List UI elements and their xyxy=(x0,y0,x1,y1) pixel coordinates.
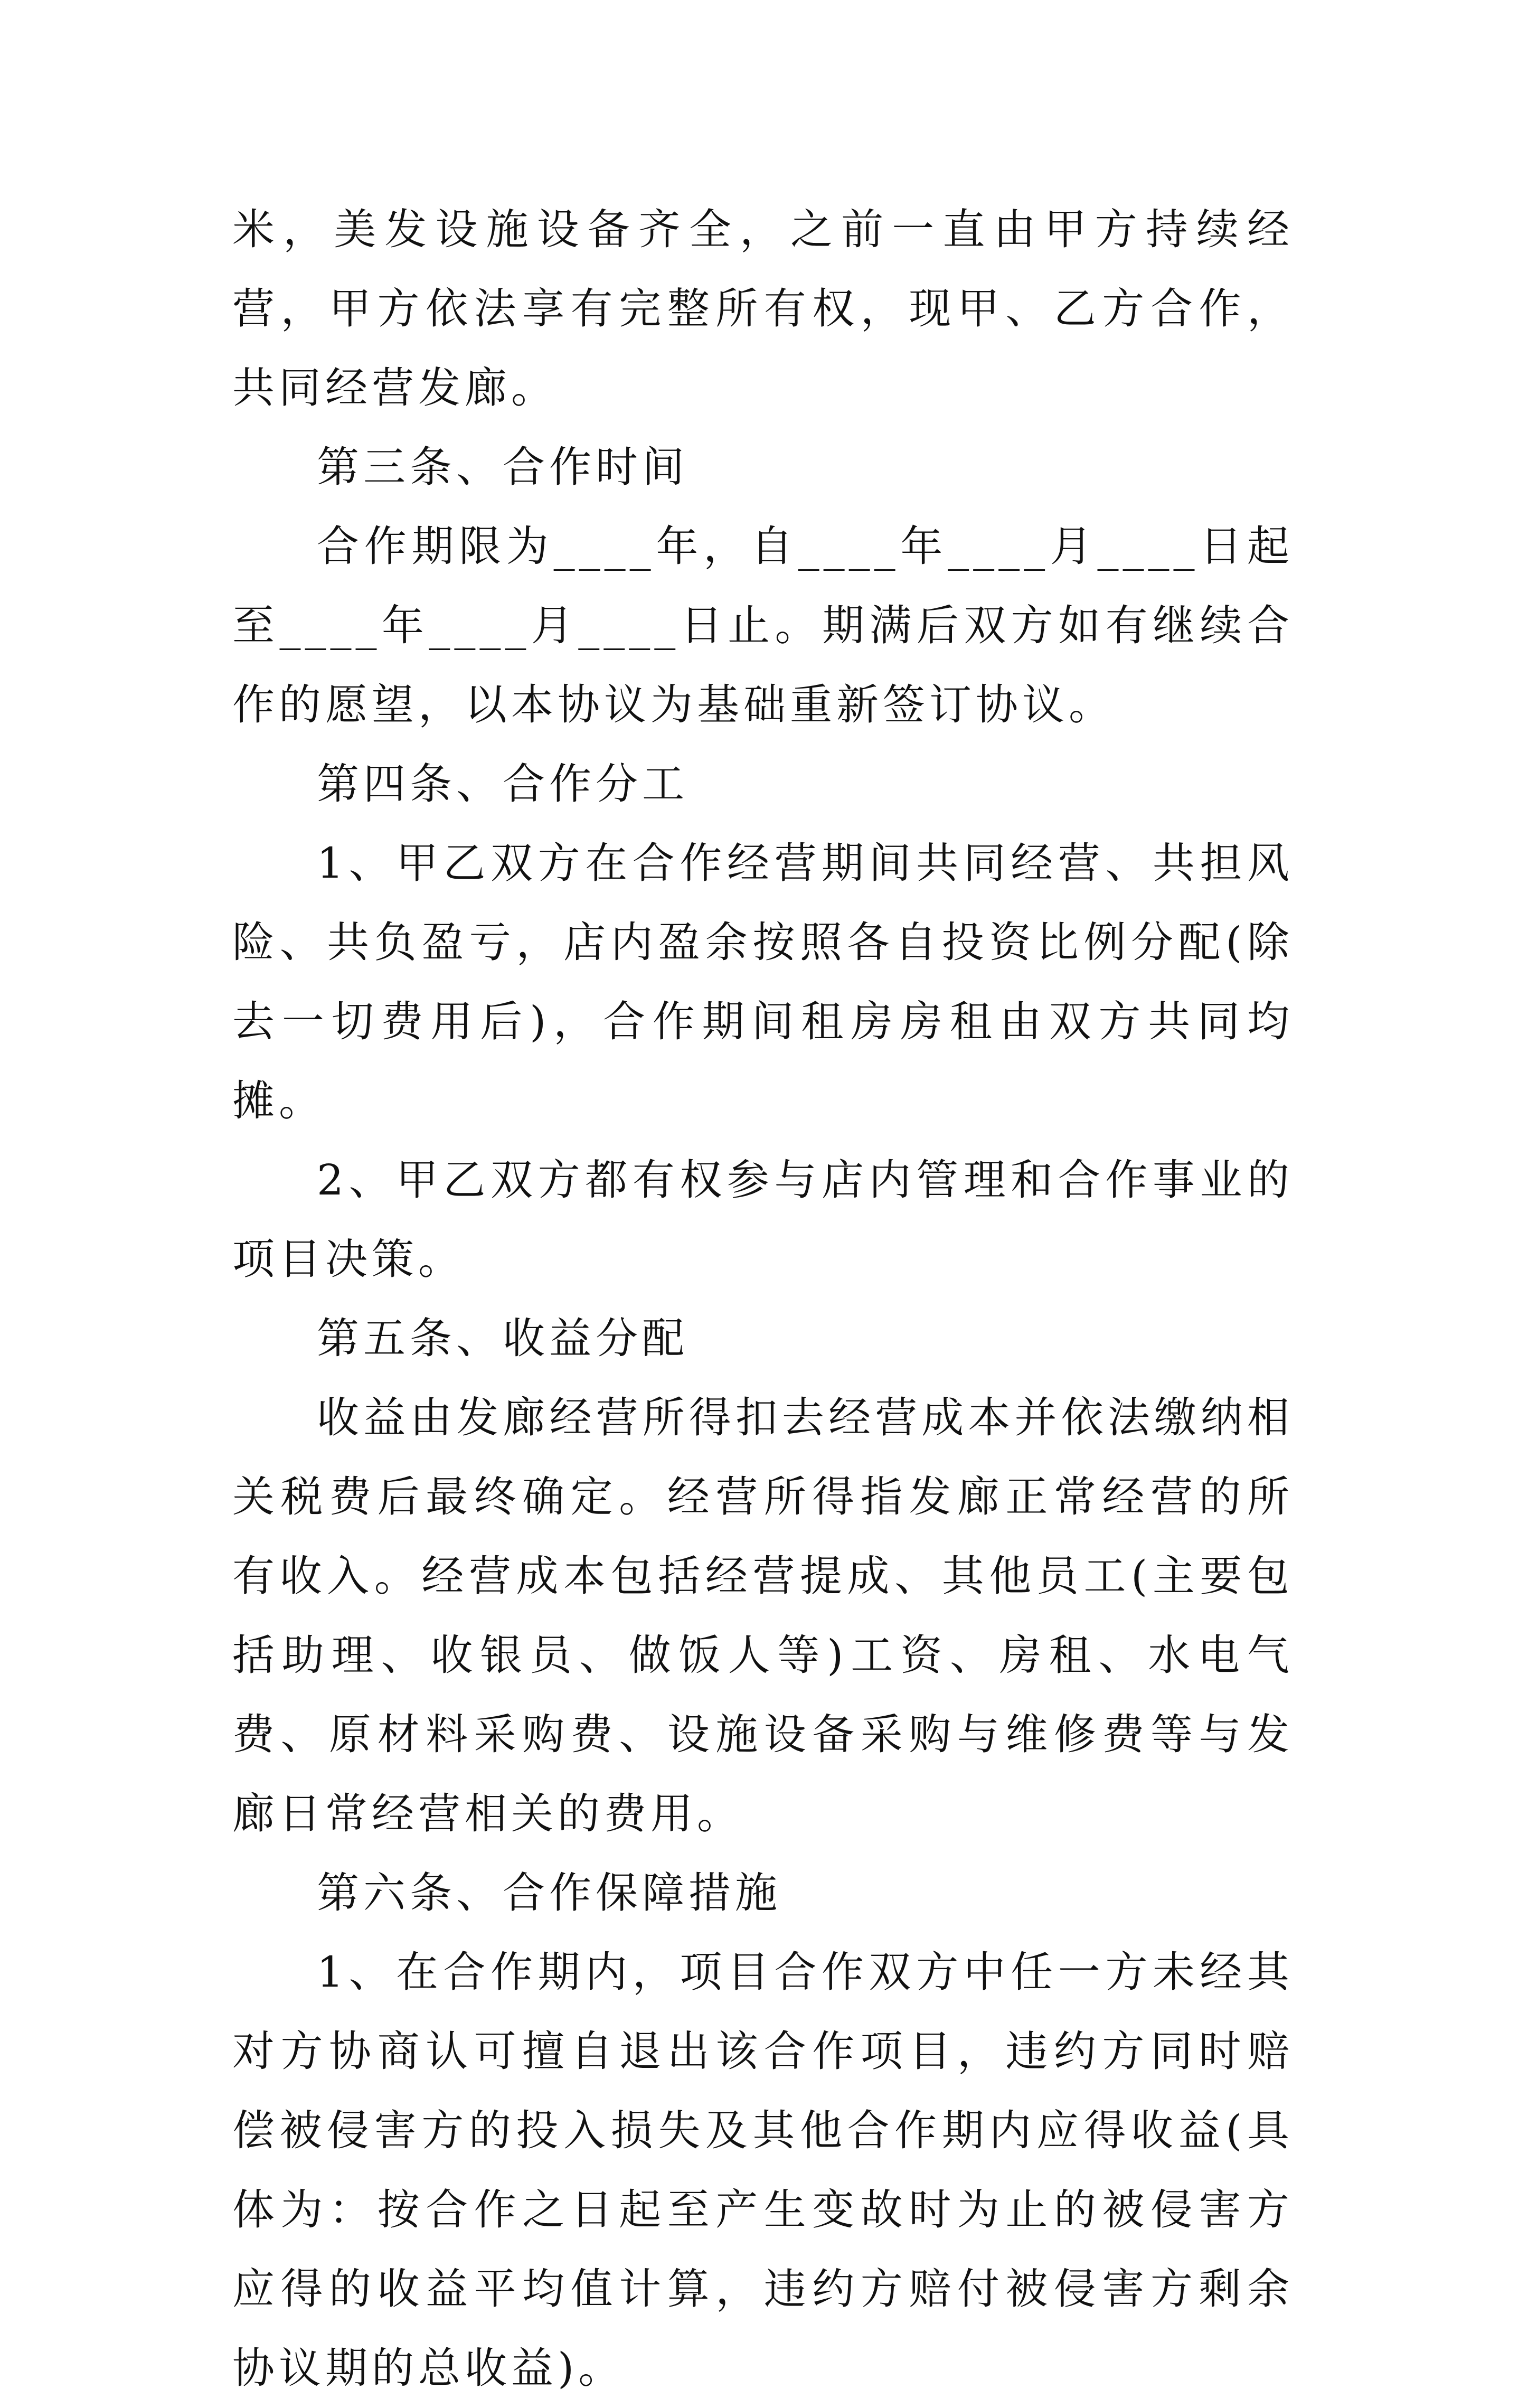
paragraph-cooperation-term: 合作期限为____年，自____年____月____日起至____年____月____日止。期满后双方如有继续合作的愿望，以本协议为基础重新签订协议。 xyxy=(232,522,1294,729)
paragraph-income-distribution: 收益由发廊经营所得扣去经营成本并依法缴纳相关税费后最终确定。经营所得指发廊正常经营的所有收入。经营成本包括经营提成、其他员工(主要包括助理、收银员、做饭人等)工资、房租、水电气费、原材料采购费、设施设备采购与维修费等与发廊日常经营相关的费用。 xyxy=(232,1393,1294,1838)
paragraph-continuation: 米，美发设施设备齐全，之前一直由甲方持续经营，甲方依法享有完整所有权，现甲、乙方合作，共同经营发廊。 xyxy=(232,205,1294,412)
paragraph-division-2: 2、甲乙双方都有权参与店内管理和合作事业的项目决策。 xyxy=(232,1155,1294,1284)
section-heading-article-5: 第五条、收益分配 xyxy=(317,1314,688,1363)
section-heading-article-4: 第四条、合作分工 xyxy=(317,759,688,808)
paragraph-division-1: 1、甲乙双方在合作经营期间共同经营、共担风险、共负盈亏，店内盈余按照各自投资比例分配(除去一切费用后)，合作期间租房房租由双方共同均摊。 xyxy=(232,839,1294,1125)
document-body xyxy=(232,190,1294,2408)
section-heading-article-6: 第六条、合作保障措施 xyxy=(317,1868,781,1917)
paragraph-safeguard-1: 1、在合作期内，项目合作双方中任一方未经其对方协商认可擅自退出该合作项目，违约方同时赔偿被侵害方的投入损失及其他合作期内应得收益(具体为：按合作之日起至产生变故时为止的被侵害方应得的收益平均值计算，违约方赔付被侵害方剩余协议期的总收益)。 xyxy=(232,1948,1294,2393)
section-heading-article-3: 第三条、合作时间 xyxy=(317,443,688,492)
